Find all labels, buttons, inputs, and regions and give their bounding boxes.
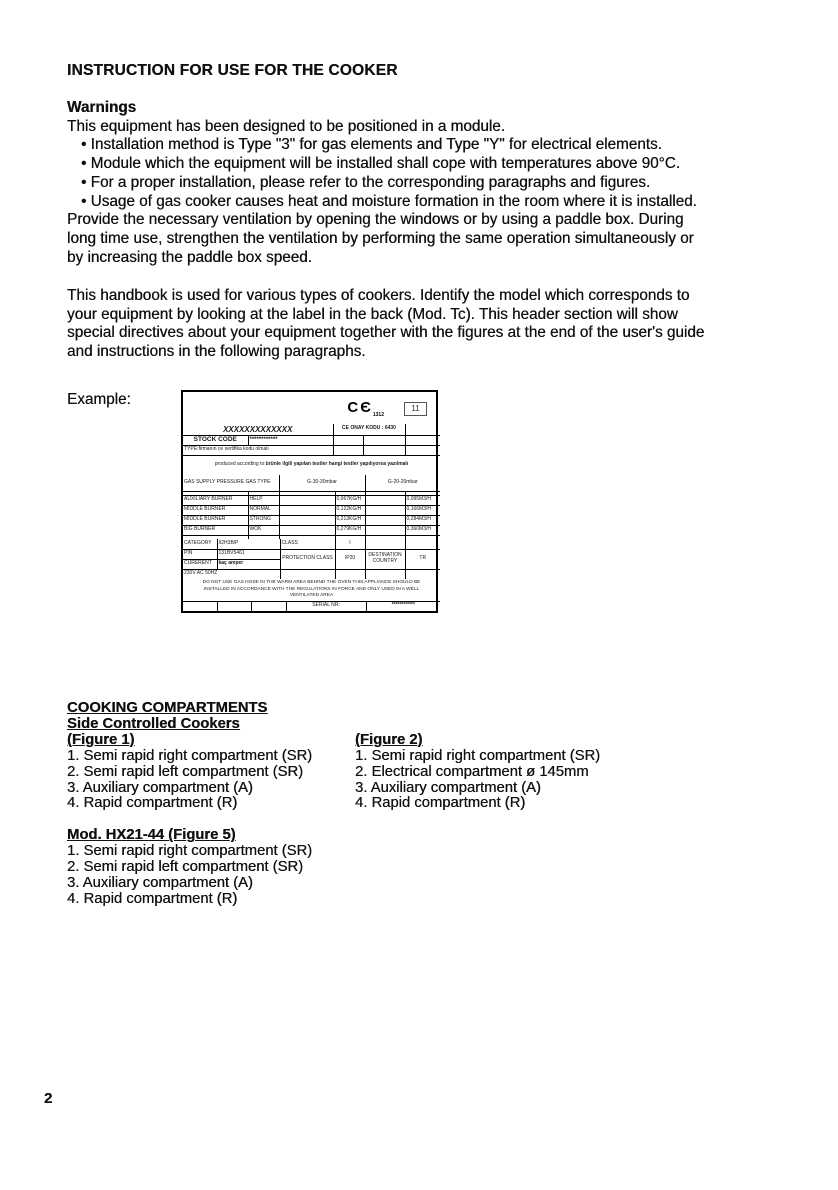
class-value: I xyxy=(335,539,365,549)
figure1-item: 2. Semi rapid left compartment (SR) xyxy=(67,763,304,780)
figure1-title: (Figure 1) xyxy=(67,731,135,748)
mod-item: 4. Rapid compartment (R) xyxy=(67,890,238,907)
cooking-heading: COOKING COMPARTMENTS xyxy=(67,700,268,716)
gas-header-left: GAS SUPPLY PRESSURE GAS TYPE xyxy=(183,475,279,491)
warnings-bullet: • Module which the equipment will be installed shall cope with temperatures above 90°C. xyxy=(81,155,681,173)
empty-cell xyxy=(363,435,405,445)
figures-columns xyxy=(67,733,782,813)
plate-warning-line: DO NOT USE GAS HOSE IN THE WARM AREA BEHIND THE OVEN THIS APPLIANCE SHOULD BE xyxy=(202,580,421,586)
empty-cell xyxy=(279,525,335,535)
gas-header-g20: G-20-20mbar xyxy=(365,475,440,491)
warnings-section xyxy=(67,99,782,267)
empty-cell xyxy=(279,515,335,525)
burner-g30-rate: 0,067KG/H xyxy=(335,495,365,505)
burner-g20-rate: 0,166M3/H xyxy=(405,505,440,515)
burner-type: HELP xyxy=(248,495,279,505)
stock-code-label: STOCK CODE xyxy=(183,435,248,445)
serial-number-value: ************ xyxy=(366,601,440,611)
empty-cell xyxy=(183,601,217,611)
figure2-item: 2. Electrical compartment ø 145mm xyxy=(355,763,589,780)
empty-cell xyxy=(333,445,363,455)
empty-cell xyxy=(405,539,440,549)
empty-cell xyxy=(365,539,405,549)
ce-mark-letters: CЄ xyxy=(347,399,373,416)
produced-according-line xyxy=(183,455,440,475)
handbook-line: This handbook is used for various types of cookers. Identify the model which corresponds to xyxy=(67,287,690,304)
burner-name: MIDDLE BURNER xyxy=(183,515,248,525)
category-value: II2H3B/P xyxy=(217,539,280,549)
handbook-line: your equipment by looking at the label in the back (Mod. Tc). This header section will show xyxy=(67,305,678,323)
figure1-block xyxy=(67,733,355,813)
figure1-item: 1. Semi rapid right compartment (SR) xyxy=(67,747,313,764)
burner-name: BIG BURNER xyxy=(183,525,248,535)
burner-g20-rate: 0,284M3/H xyxy=(405,515,440,525)
figure2-title: (Figure 2) xyxy=(355,731,423,748)
pin-value: 131BV5461 xyxy=(217,549,280,559)
plate-warning-line: VENTILATED AREA xyxy=(289,592,334,598)
rating-plate xyxy=(181,390,438,613)
empty-cell xyxy=(217,601,251,611)
empty-cell xyxy=(279,505,335,515)
ce-notified-body-number: 1312 xyxy=(372,412,384,418)
plate-number-box: 11 xyxy=(404,402,427,416)
handbook-line: special directives about your equipment together with the figures at the end of the user's guide xyxy=(67,324,705,342)
burner-type: WOK xyxy=(248,525,279,535)
empty-cell xyxy=(365,495,405,505)
warnings-line: long time use, strengthen the ventilation by performing the same operation simultaneously or xyxy=(67,229,694,247)
empty-cell xyxy=(365,569,405,579)
mod-item: 3. Auxiliary compartment (A) xyxy=(67,875,253,892)
gas-header-g30: G-30-30mbar xyxy=(279,475,365,491)
plate-spec-table xyxy=(183,539,440,579)
serial-number-label: SERIAL NR: xyxy=(286,601,366,611)
burner-name: AUXILIARY BURNER xyxy=(183,495,248,505)
figure2-item: 4. Rapid compartment (R) xyxy=(355,795,526,812)
example-label: Example: xyxy=(67,391,131,408)
current-value: kaç amper xyxy=(217,559,280,569)
burner-g20-rate: 0,360M3/H xyxy=(405,525,440,535)
warnings-line: This equipment has been designed to be positioned in a module. xyxy=(67,117,505,135)
empty-cell xyxy=(405,445,440,455)
cooking-subheading: Side Controlled Cookers xyxy=(67,715,240,732)
empty-cell xyxy=(405,569,440,579)
empty-cell xyxy=(335,569,365,579)
current-label: CURERENT xyxy=(183,559,217,569)
burner-name: MIDDLE BURNER xyxy=(183,505,248,515)
category-label: CATEGORY xyxy=(183,539,217,549)
burner-type: NORMAL xyxy=(248,505,279,515)
ce-mark-logo xyxy=(347,399,384,418)
mod-item: 2. Semi rapid left compartment (SR) xyxy=(67,859,304,876)
empty-cell xyxy=(251,601,286,611)
model-placeholder: XXXXXXXXXXXXX xyxy=(183,424,333,435)
figure2-item: 3. Auxiliary compartment (A) xyxy=(355,779,541,796)
cooking-compartments-section xyxy=(67,701,782,908)
burner-g30-rate: 0,122KG/H xyxy=(335,505,365,515)
warnings-bullet: • Installation method is Type "3" for gas elements and Type "Y" for electrical elements. xyxy=(81,136,662,154)
empty-cell xyxy=(333,435,363,445)
figure1-item: 3. Auxiliary compartment (A) xyxy=(67,779,253,796)
empty-cell xyxy=(363,445,405,455)
page-number: 2 xyxy=(44,1090,53,1107)
pin-label: PIN xyxy=(183,549,217,559)
warnings-line: Provide the necessary ventilation by opening the windows or by using a paddle box. During xyxy=(67,211,684,229)
plate-footer-table xyxy=(183,579,440,611)
protection-class-label: PROTECTION CLASS xyxy=(280,549,335,569)
mod-item: 1. Semi rapid right compartment (SR) xyxy=(67,843,313,860)
produced-note: ürünle ilgili yapılan testler hangi testler yapılıyorsa yazılmalı xyxy=(265,461,409,468)
burner-type: STRONG xyxy=(248,515,279,525)
destination-country-value: TR xyxy=(405,549,440,569)
warnings-line: by increasing the paddle box speed. xyxy=(67,248,312,266)
empty-cell xyxy=(365,505,405,515)
ce-approval-code: CE ONAY KODU : 6430 xyxy=(333,424,405,435)
figure2-block xyxy=(355,733,782,813)
mod-hx21-44-title: Mod. HX21-44 (Figure 5) xyxy=(67,827,236,844)
plate-header-table xyxy=(183,424,440,475)
figure2-item: 1. Semi rapid right compartment (SR) xyxy=(355,747,601,764)
type-line: TYPE:firmanın ce sertifika kodu olmalı xyxy=(183,445,333,455)
handbook-paragraph xyxy=(67,287,782,362)
mod-hx21-44-block xyxy=(67,828,782,908)
empty-cell xyxy=(365,515,405,525)
empty-cell xyxy=(405,435,440,445)
burner-g30-rate: 0,213KG/H xyxy=(335,515,365,525)
figure1-item: 4. Rapid compartment (R) xyxy=(67,795,238,812)
destination-country-label: DESTINATION COUNTRY xyxy=(365,549,405,569)
stock-code-value: ************ xyxy=(248,435,333,445)
plate-gas-table xyxy=(183,475,440,539)
empty-cell xyxy=(279,495,335,505)
warnings-bullet: • For a proper installation, please refer to the corresponding paragraphs and figures. xyxy=(81,173,651,191)
protection-class-value: IP20 xyxy=(335,549,365,569)
empty-cell xyxy=(405,424,440,435)
warnings-bullet: • Usage of gas cooker causes heat and moisture formation in the room where it is installed. xyxy=(81,192,697,210)
warnings-heading: Warnings xyxy=(67,99,137,116)
empty-cell xyxy=(280,569,335,579)
empty-cell xyxy=(365,525,405,535)
burner-g30-rate: 0,279KG/H xyxy=(335,525,365,535)
plate-warning-text xyxy=(183,579,440,601)
class-label: CLASS xyxy=(280,539,335,549)
plate-warning-line: INSTALLED IN ACCORDANCE WITH THE REGULATIONS IN FORCE AND ONLY USED IN A WELL xyxy=(203,586,420,592)
page-title: INSTRUCTION FOR USE FOR THE COOKER xyxy=(67,62,398,79)
voltage-value: 230V AC 50HZ xyxy=(183,569,280,579)
ce-area xyxy=(183,392,436,424)
burner-g20-rate: 0,095M3/H xyxy=(405,495,440,505)
produced-prefix: produced according to: xyxy=(214,461,266,468)
handbook-line: and instructions in the following paragraphs. xyxy=(67,343,366,361)
